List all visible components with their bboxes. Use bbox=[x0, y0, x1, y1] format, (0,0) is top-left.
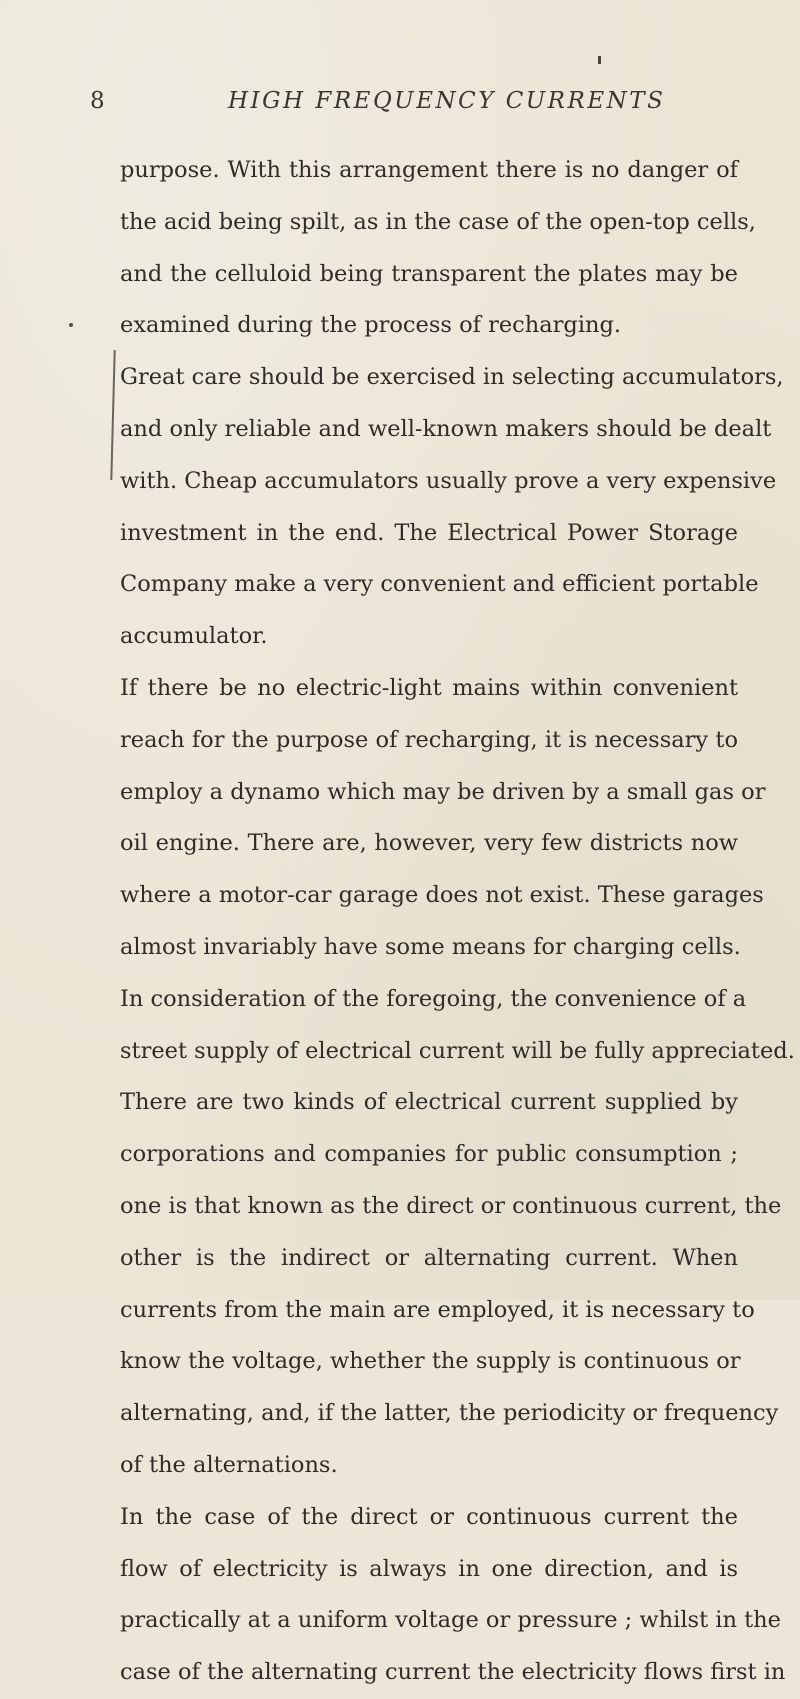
text-line: almost invariably have some means for charging cells. bbox=[120, 933, 741, 960]
text-line: alternating, and, if the latter, the periodicity or frequency bbox=[120, 1400, 779, 1427]
text-line: street supply of electrical current will be fully appreciated. bbox=[120, 1037, 795, 1064]
text-line: In consideration of the foregoing, the convenience of a bbox=[120, 985, 747, 1012]
text-line: accumulator. bbox=[120, 623, 268, 650]
text-line: flow of electricity is always in one direction, and is bbox=[120, 1555, 738, 1582]
text-line: know the voltage, whether the supply is continuous or bbox=[120, 1348, 741, 1375]
text-line: other is the indirect or alternating current. When bbox=[120, 1244, 738, 1271]
body-text bbox=[120, 145, 795, 1699]
text-line: the acid being spilt, as in the case of the open-top cells, bbox=[120, 208, 756, 235]
text-line: Great care should be exercised in selecting accumulators, bbox=[120, 364, 784, 391]
text-line: purpose. With this arrangement there is no danger of bbox=[120, 157, 738, 183]
text-line: and only reliable and well-known makers should be dealt bbox=[120, 415, 772, 442]
text-line: reach for the purpose of recharging, it is necessary to bbox=[120, 726, 738, 753]
text-line: oil engine. There are, however, very few districts now bbox=[120, 830, 738, 857]
text-line: currents from the main are employed, it is necessary to bbox=[120, 1296, 755, 1323]
margin-dot bbox=[69, 323, 73, 327]
running-head bbox=[90, 88, 740, 122]
text-line: case of the alternating current the electricity flows first in bbox=[120, 1659, 786, 1686]
text-line: with. Cheap accumulators usually prove a very expensive bbox=[120, 467, 777, 494]
text-line: employ a dynamo which may be driven by a small gas or bbox=[120, 778, 766, 805]
text-line: investment in the end. The Electrical Power Storage bbox=[120, 519, 738, 546]
margin-pencil-line bbox=[110, 350, 115, 480]
print-speck bbox=[598, 56, 601, 64]
text-line: and the celluloid being transparent the plates may be bbox=[120, 260, 738, 287]
text-line: one is that known as the direct or continuous current, the bbox=[120, 1192, 782, 1219]
text-line: Company make a very convenient and efficient portable bbox=[120, 571, 759, 598]
text-line: examined during the process of recharging. bbox=[120, 312, 622, 339]
text-line: If there be no electric-light mains within convenient bbox=[120, 674, 738, 701]
text-line: where a motor-car garage does not exist. These garages bbox=[120, 882, 764, 909]
text-line: There are two kinds of electrical current supplied by bbox=[120, 1089, 738, 1116]
text-line: of the alternations. bbox=[120, 1451, 338, 1478]
text-line: corporations and companies for public consumption ; bbox=[120, 1141, 738, 1168]
page-number: 8 bbox=[90, 88, 105, 114]
running-head-title: HIGH FREQUENCY CURRENTS bbox=[228, 88, 666, 114]
text-line: practically at a uniform voltage or pressure ; whilst in the bbox=[120, 1607, 781, 1634]
text-line: In the case of the direct or continuous current the bbox=[120, 1503, 738, 1530]
